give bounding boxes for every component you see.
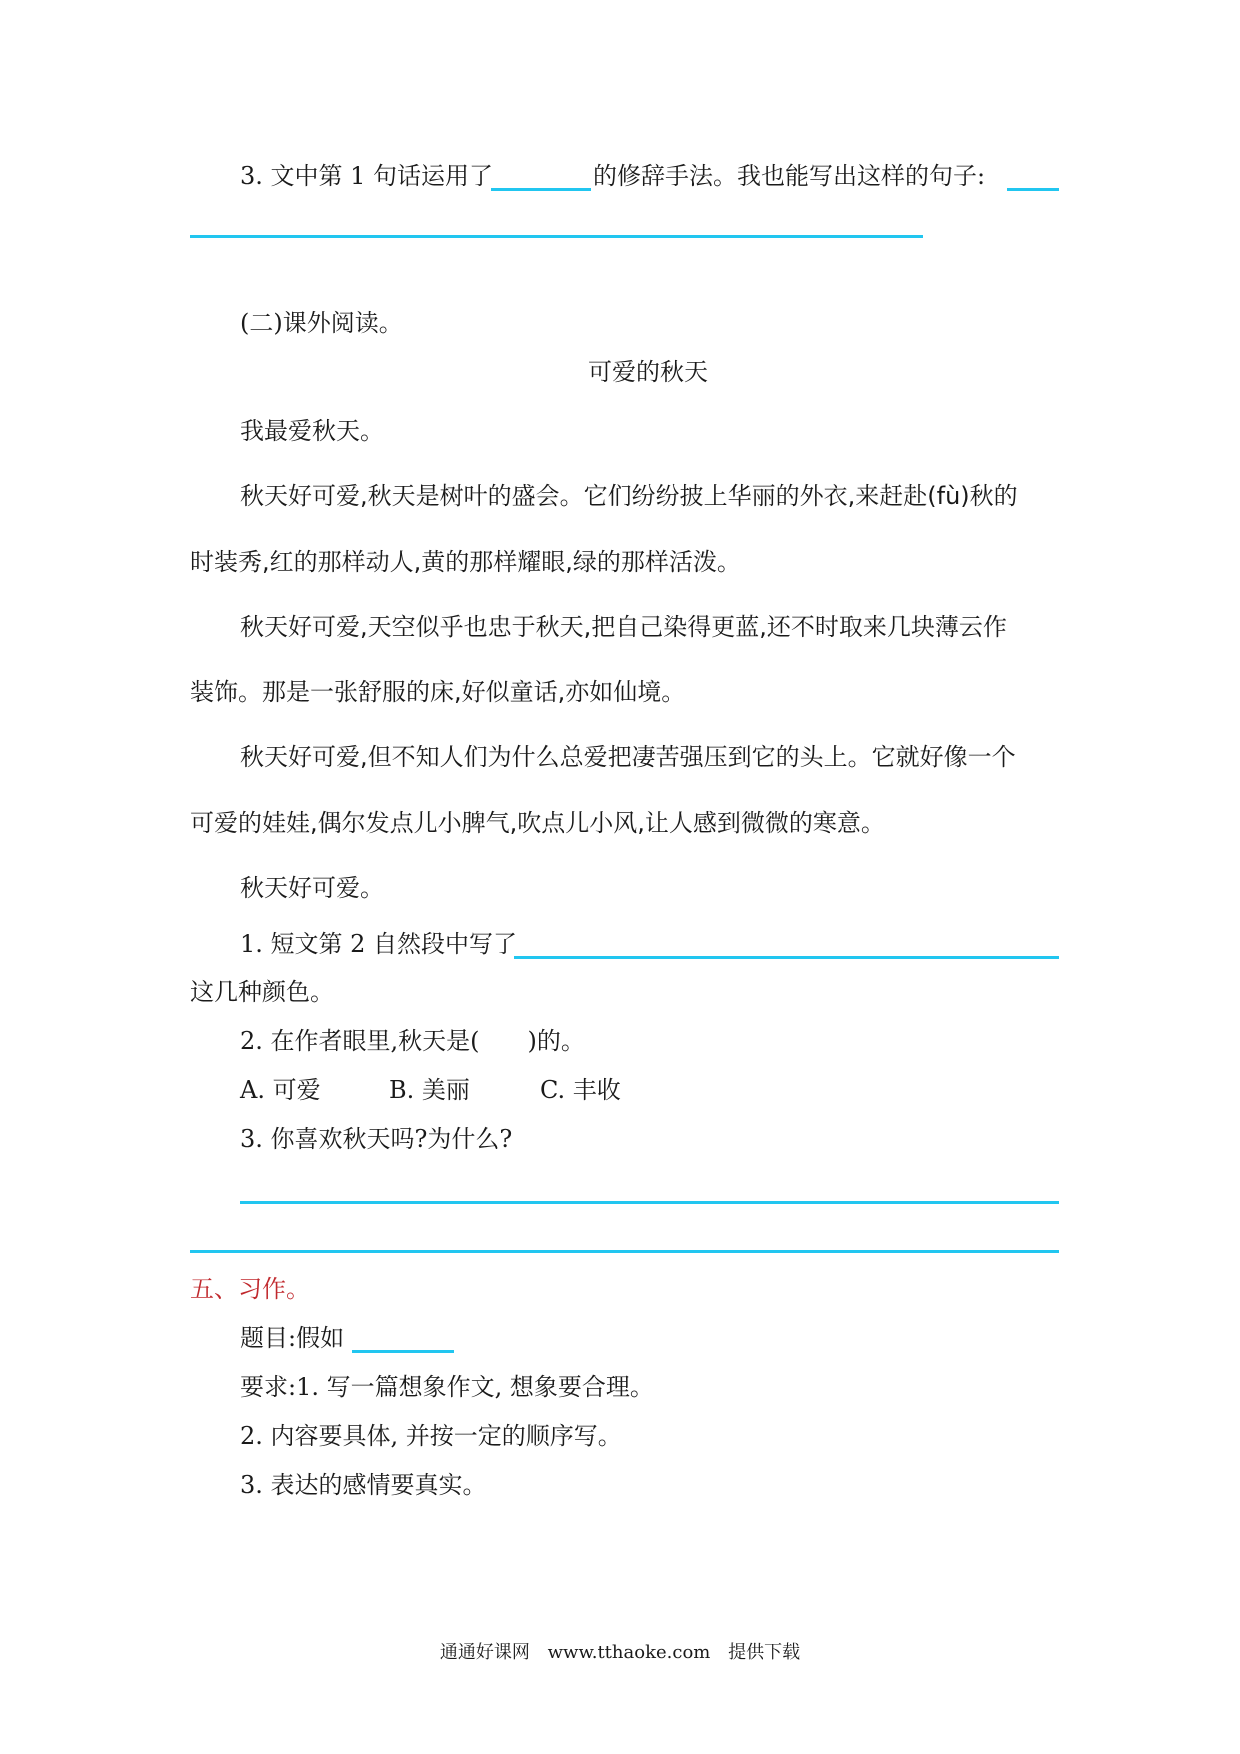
- reading-q3-part1: 3. 文中第 1 句话运用了: [240, 162, 494, 190]
- option-c: C. 丰收: [540, 1076, 621, 1104]
- answer-line-sentence[interactable]: [190, 235, 923, 238]
- essay-requirement-2: 2. 内容要具体, 并按一定的顺序写。: [240, 1422, 622, 1450]
- essay-requirement-1: 要求:1. 写一篇想象作文, 想象要合理。: [240, 1373, 654, 1401]
- essay-requirement-3: 3. 表达的感情要真实。: [240, 1471, 487, 1499]
- answer-line-1[interactable]: [240, 1201, 1059, 1204]
- article-paragraph: 装饰。那是一张舒服的床,好似童话,亦如仙境。: [190, 678, 686, 706]
- answer-blank-sentence-start[interactable]: [1007, 188, 1059, 191]
- question-1-part2: 这几种颜色。: [190, 978, 334, 1006]
- question-2: 2. 在作者眼里,秋天是( )的。: [240, 1027, 585, 1055]
- question-1-part1: 1. 短文第 2 自然段中写了: [240, 930, 518, 958]
- section2-heading: (二)课外阅读。: [240, 309, 403, 337]
- article-paragraph: 秋天好可爱,但不知人们为什么总爱把凄苦强压到它的头上。它就好像一个: [240, 743, 1016, 771]
- footer-url[interactable]: www.tthaoke.com: [547, 1642, 711, 1663]
- article-paragraph: 可爱的娃娃,偶尔发点儿小脾气,吹点儿小风,让人感到微微的寒意。: [190, 809, 885, 837]
- article-paragraph: 秋天好可爱,天空似乎也忠于秋天,把自己染得更蓝,还不时取来几块薄云作: [240, 613, 1007, 641]
- option-a: A. 可爱: [240, 1076, 321, 1104]
- answer-blank-topic[interactable]: [352, 1350, 454, 1353]
- article-paragraph: 秋天好可爱,秋天是树叶的盛会。它们纷纷披上华丽的外衣,来赶赴(fù)秋的: [240, 482, 1018, 510]
- article-paragraph: 我最爱秋天。: [240, 417, 384, 445]
- answer-blank-colors[interactable]: [514, 956, 1059, 959]
- footer-suffix: 提供下载: [728, 1642, 801, 1663]
- answer-blank-rhetoric[interactable]: [491, 188, 591, 191]
- reading-q3-part2: 的修辞手法。我也能写出这样的句子:: [593, 162, 986, 190]
- article-paragraph: 时装秀,红的那样动人,黄的那样耀眼,绿的那样活泼。: [190, 548, 741, 576]
- essay-topic: 题目:假如: [240, 1324, 345, 1352]
- section5-heading: 五、习作。: [190, 1275, 310, 1303]
- option-b: B. 美丽: [389, 1076, 470, 1104]
- question-3: 3. 你喜欢秋天吗?为什么?: [240, 1125, 513, 1153]
- article-title: 可爱的秋天: [588, 358, 708, 386]
- article-paragraph: 秋天好可爱。: [240, 874, 384, 902]
- page-footer: [0, 1641, 1240, 1665]
- answer-line-2[interactable]: [190, 1250, 1059, 1253]
- footer-site-name: 通通好课网: [439, 1642, 530, 1663]
